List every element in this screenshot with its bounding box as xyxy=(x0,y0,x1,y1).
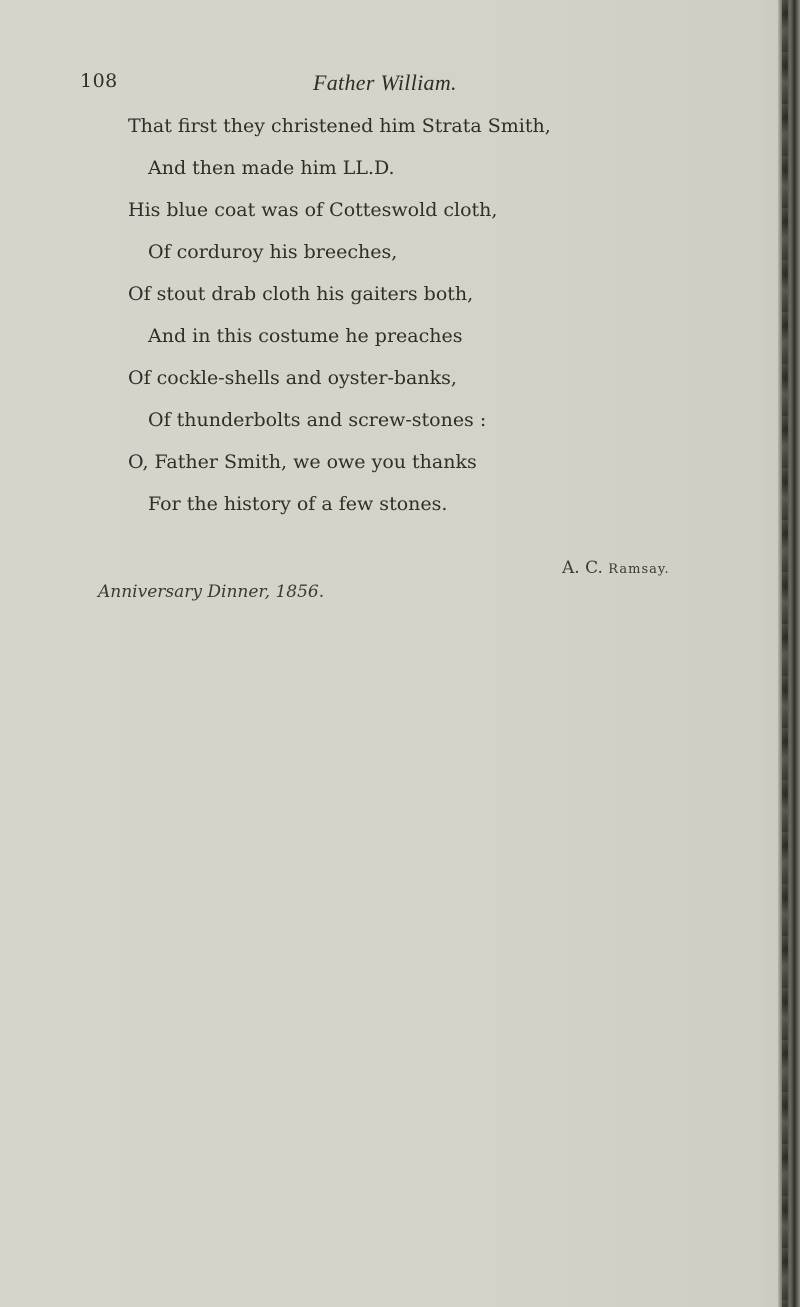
occasion-note: Anniversary Dinner, 1856. xyxy=(98,582,325,602)
poem-line: O, Father Smith, we owe you thanks xyxy=(128,451,477,473)
running-title: Father William. xyxy=(313,70,457,95)
poem-line: And in this costume he preaches xyxy=(148,325,463,347)
page-number: 108 xyxy=(80,70,118,92)
poem-line: Of thunderbolts and screw-stones : xyxy=(148,409,487,431)
page-binding-edge xyxy=(778,0,800,1307)
poem-line: And then made him LL.D. xyxy=(148,157,395,179)
poem-line: Of stout drab cloth his gaiters both, xyxy=(128,283,474,305)
poem-line: Of corduroy his breeches, xyxy=(148,241,398,263)
author-signature xyxy=(562,558,670,578)
poem-line: His blue coat was of Cotteswold cloth, xyxy=(128,199,498,221)
poem-line: That first they christened him Strata Smith, xyxy=(128,115,551,137)
author-initials: A. C. xyxy=(562,558,603,578)
poem-line: Of cockle-shells and oyster-banks, xyxy=(128,367,457,389)
author-surname: Ramsay. xyxy=(608,562,670,577)
poem-line: For the history of a few stones. xyxy=(148,493,448,515)
page-header xyxy=(0,70,760,110)
